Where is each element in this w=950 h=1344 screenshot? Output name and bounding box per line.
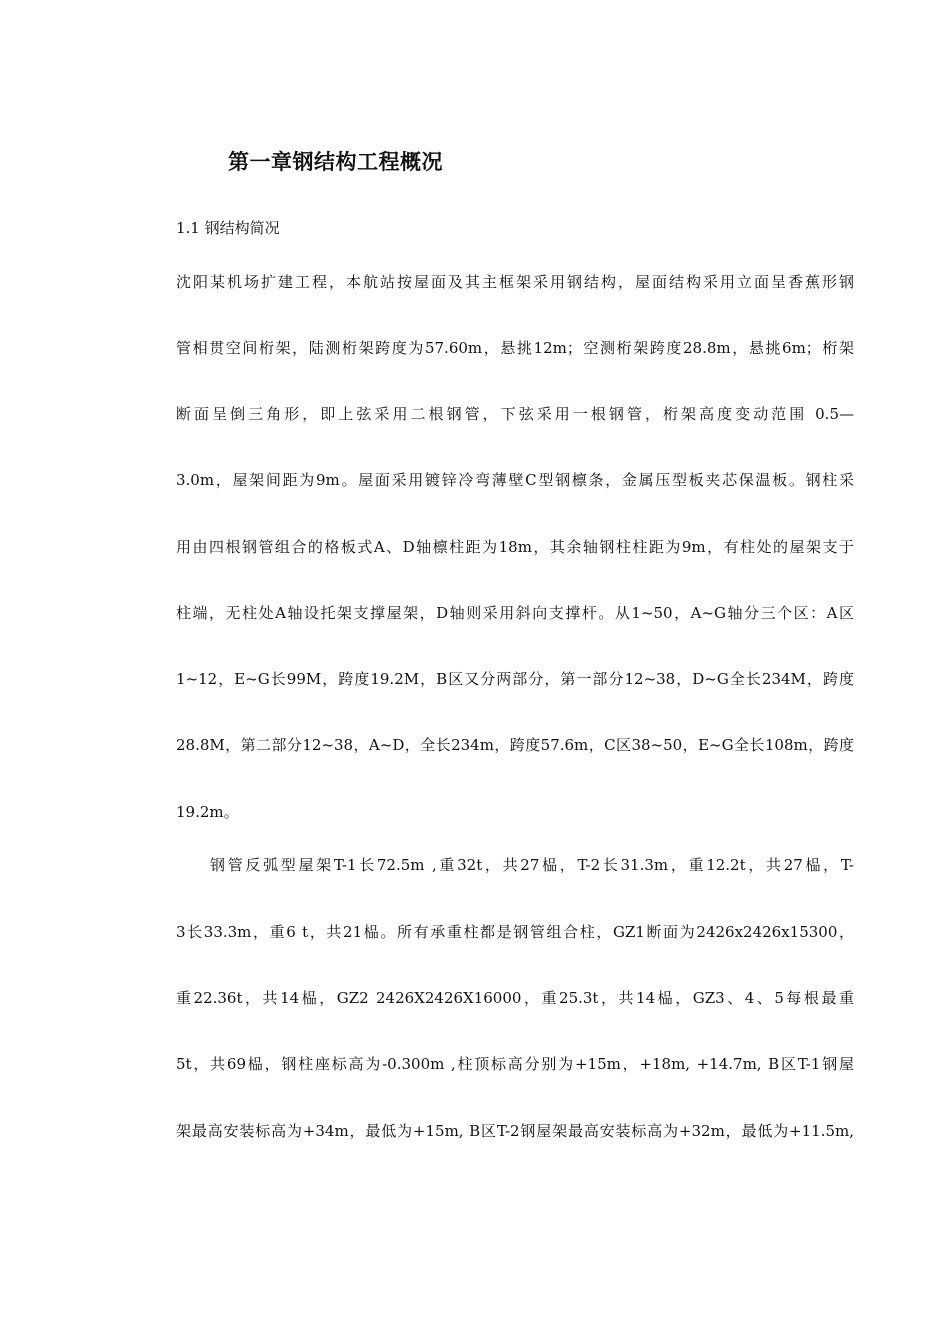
paragraph-line: 1~12，E~G长99M，跨度19.2M，B区又分两部分，第一部分12~38，D~G全长234M，跨度: [176, 670, 854, 688]
paragraph-line: 管相贯空间桁架，陆测桁架跨度为57.60m，悬挑12m；空测桁架跨度28.8m，悬挑6m；桁架: [176, 339, 854, 357]
paragraph-line: 重22.36t，共14榀，GZ2 2426X2426X16000，重25.3t，共14榀，GZ3、4、5每根最重: [176, 989, 854, 1007]
paragraph-line: 断面呈倒三角形，即上弦采用二根钢管，下弦采用一根钢管，桁架高度变动范围 0.5—: [176, 405, 854, 423]
paragraph-line: 5t，共69榀，钢柱座标高为-0.300m ,柱顶标高分别为+15m，+18m, +14.7m, B区T-1钢屋: [176, 1055, 854, 1073]
paragraph-line: 柱端，无柱处A轴设托架支撑屋架，D轴则采用斜向支撑杆。从1~50，A~G轴分三个区：A区: [176, 604, 854, 622]
paragraph-line: 19.2m。: [176, 803, 239, 821]
paragraph-line: 3.0m，屋架间距为9m。屋面采用镀锌冷弯薄壁C型钢檩条，金属压型板夹芯保温板。钢柱采: [176, 471, 854, 489]
paragraph-line: 用由四根钢管组合的格板式A、D轴檩柱距为18m，其余轴钢柱柱距为9m，有柱处的屋架支于: [176, 538, 854, 556]
section-heading: 1.1 钢结构简况: [176, 219, 280, 237]
paragraph-line: 28.8M，第二部分12~38，A~D，全长234m，跨度57.6m，C区38~50，E~G全长108m，跨度: [176, 736, 854, 754]
chapter-title: 第一章钢结构工程概况: [228, 150, 443, 174]
paragraph-line: 架最高安装标高为+34m，最低为+15m, B区T-2钢屋架最高安装标高为+32m，最低为+11.5m,: [176, 1122, 854, 1140]
paragraph-line: 沈阳某机场扩建工程，本航站按屋面及其主框架采用钢结构，屋面结构采用立面呈香蕉形钢: [176, 273, 854, 291]
paragraph-line: 3长33.3m，重6 t，共21榀。所有承重柱都是钢管组合柱，GZ1断面为2426x2426x15300，: [176, 923, 854, 941]
paragraph-line: 钢管反弧型屋架T-1长72.5m ,重32t，共27榀，T-2长31.3m，重12.2t，共27榀，T-: [210, 856, 854, 874]
